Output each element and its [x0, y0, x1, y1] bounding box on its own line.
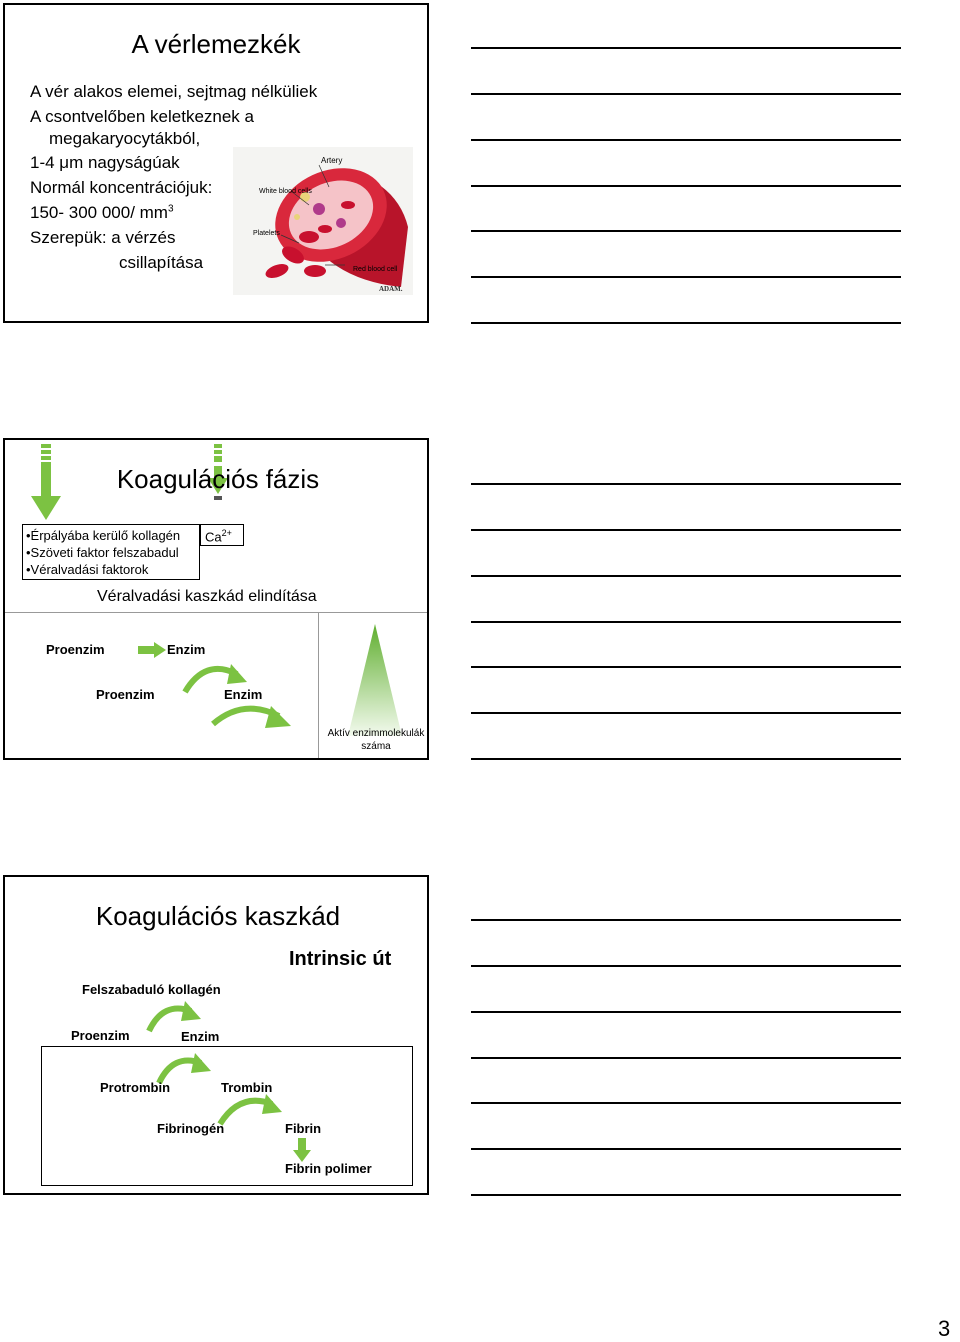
note-line: [471, 1057, 901, 1059]
right-arrow-icon: [138, 642, 166, 658]
intrinsic-label: Intrinsic út: [289, 948, 392, 970]
note-line: [471, 621, 901, 623]
slide-3: [3, 875, 429, 1195]
note-line: [471, 529, 901, 531]
slide-1: [3, 3, 429, 323]
slide-2-title: Koagulációs fázis: [116, 464, 320, 494]
trigger-item-3: •Véralvadási faktorok: [26, 562, 149, 577]
note-line: [471, 1194, 901, 1196]
fibrin-polimer-label: Fibrin polimer: [285, 1161, 372, 1176]
curved-arrow-icon: [216, 1090, 286, 1128]
body-line-3: megakaryocytákból,: [49, 129, 201, 148]
page-number: 3: [938, 1316, 951, 1341]
slide-2: [3, 438, 429, 760]
note-line: [471, 1011, 901, 1013]
note-line: [471, 758, 901, 760]
trigger-item-2: •Szöveti faktor felszabadul: [26, 545, 179, 560]
down-arrow-icon: [293, 1138, 311, 1162]
adam-logo: ADAM.: [379, 285, 403, 293]
note-line: [471, 1148, 901, 1150]
fibrinogen-label: Fibrinogén: [157, 1121, 225, 1136]
note-line: [471, 185, 901, 187]
enzim-label: Enzim: [181, 1029, 220, 1044]
white-cells-label: White blood cells: [259, 188, 312, 195]
note-line: [471, 666, 901, 668]
cascade-start-label: Véralvadási kaszkád elindítása: [97, 588, 317, 605]
artery-label: Artery: [321, 156, 343, 165]
superscript: 3: [167, 203, 174, 215]
trombin-label: Trombin: [221, 1080, 273, 1095]
note-line: [471, 965, 901, 967]
fibrin-label: Fibrin: [285, 1121, 322, 1136]
body-line-6: 150- 300 000/ $mm^3$: [30, 203, 174, 222]
note-line: [471, 1102, 901, 1104]
note-line: [471, 139, 901, 141]
note-line: [471, 47, 901, 49]
calcium-box: $Ca^{2+}$: [200, 524, 244, 546]
slide-3-title: Koagulációs kaszkád: [95, 901, 341, 931]
ca-superscript: 2+: [221, 528, 232, 538]
note-line: [471, 276, 901, 278]
note-line: [471, 575, 901, 577]
body-line-4: 1-4 μm nagyságúak: [30, 153, 180, 172]
body-line-5: Normál koncentrációjuk:: [30, 178, 213, 197]
slide-1-title: A vérlemezkék: [131, 29, 301, 59]
proenzim-label: Proenzim: [96, 687, 155, 702]
platelets-label: Platelets: [253, 230, 280, 237]
enzim-label: Enzim: [167, 642, 206, 657]
divider: [5, 612, 429, 613]
protrombin-label: Protrombin: [100, 1080, 171, 1095]
trigger-box: [22, 524, 200, 580]
note-line: [471, 483, 901, 485]
red-cell-label: Red blood cell: [353, 266, 398, 273]
body-line-8: csillapítása: [119, 253, 204, 272]
triangle-label-1: Aktív enzimmolekulák: [327, 728, 425, 739]
note-line: [471, 93, 901, 95]
note-line: [471, 712, 901, 714]
note-line: [471, 230, 901, 232]
trigger-item-1: •Érpályába kerülő kollagén: [26, 528, 181, 543]
body-line-2: A csontvelőben keletkeznek a: [30, 107, 254, 126]
proenzim-label: Proenzim: [46, 642, 105, 657]
enzim-label: Enzim: [224, 687, 263, 702]
body-line-7: Szerepük: a vérzés: [30, 228, 176, 247]
note-line: [471, 919, 901, 921]
body-line-1: A vér alakos elemei, sejtmag nélküliek: [30, 82, 318, 101]
divider-vertical: [318, 612, 319, 760]
artery-illustration: [233, 147, 413, 295]
note-line: [471, 322, 901, 324]
increasing-triangle: [348, 624, 402, 736]
released-collagen-label: Felszabaduló kollagén: [82, 982, 221, 997]
triangle-label-2: száma: [361, 741, 391, 752]
proenzim-label: Proenzim: [71, 1028, 130, 1043]
curved-arrow-icon: [209, 700, 299, 740]
